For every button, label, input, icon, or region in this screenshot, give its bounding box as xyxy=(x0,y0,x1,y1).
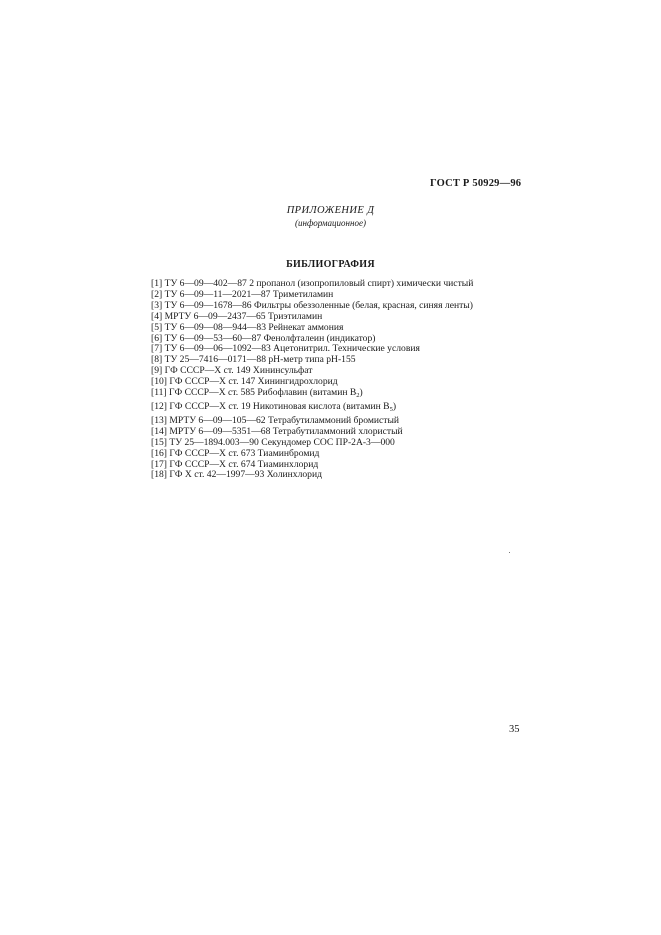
reference-number: [14] xyxy=(151,425,167,437)
reference-number: [5] xyxy=(151,321,163,333)
reference-number: [15] xyxy=(151,436,167,448)
reference-number: [12] xyxy=(151,400,167,412)
reference-text xyxy=(169,387,363,398)
subscript: 2 xyxy=(356,392,360,400)
reference-number: [13] xyxy=(151,414,167,426)
reference-text xyxy=(169,415,399,426)
reference-text xyxy=(165,343,420,354)
reference-number: [10] xyxy=(151,376,167,388)
bibliography-item xyxy=(151,402,473,416)
reference-text xyxy=(165,300,473,311)
reference-number: [16] xyxy=(151,447,167,459)
reference-text xyxy=(165,365,313,376)
reference-tail: ) xyxy=(392,400,397,412)
reference-number: [3] xyxy=(151,299,163,311)
reference-text xyxy=(169,426,402,437)
reference-number: [8] xyxy=(151,354,163,366)
appendix-subtitle: (информационное) xyxy=(295,218,366,228)
reference-number: [4] xyxy=(151,310,163,322)
reference-title: ГФ СССР—Х ст. 674 Тиаминхлорид xyxy=(169,458,319,470)
subscript: 5 xyxy=(389,405,393,413)
document-code: ГОСТ Р 50929—96 xyxy=(430,178,522,189)
reference-text xyxy=(165,311,323,322)
reference-title: ТУ 6—09—402—87 2 пропанол (изопропиловый спирт) химически чистый xyxy=(164,278,474,289)
reference-text xyxy=(169,437,394,448)
reference-text xyxy=(165,278,474,289)
reference-title: ГФ СССР—Х ст. 673 Тиаминбромид xyxy=(169,447,320,459)
reference-text xyxy=(169,459,318,470)
reference-text xyxy=(169,401,396,412)
reference-number: [6] xyxy=(151,332,163,344)
reference-text xyxy=(165,333,376,344)
reference-title: ТУ 25—1894.003—90 Секундомер СОС ПР-2А-3—000 xyxy=(169,436,395,448)
reference-title: ГФ СССР—Х ст. 585 Рибофлавин (витамин B xyxy=(169,387,357,399)
reference-title: ГФ X ст. 42—1997—93 Холинхлорид xyxy=(169,469,322,481)
bibliography-item xyxy=(151,388,473,402)
bibliography-list xyxy=(151,279,473,481)
reference-text xyxy=(169,448,319,459)
reference-number: [18] xyxy=(151,469,167,481)
reference-text xyxy=(169,469,322,480)
reference-title: ТУ 6—09—53—60—87 Фенолфталеин (индикатор) xyxy=(164,332,376,344)
reference-title: МРТУ 6—09—105—62 Тетрабутиламмоний бромистый xyxy=(169,414,400,426)
bibliography-heading: БИБЛИОГРАФИЯ xyxy=(286,259,375,270)
reference-title: ГФ СССР—Х ст. 149 Хининсульфат xyxy=(164,365,313,377)
reference-number: [7] xyxy=(151,343,163,355)
reference-title: ТУ 6—09—1678—86 Фильтры обеззоленные (белая, красная, синяя ленты) xyxy=(164,299,473,311)
reference-number: [17] xyxy=(151,458,167,470)
scan-speck xyxy=(509,552,510,553)
reference-number: [11] xyxy=(151,387,167,399)
appendix-title: ПРИЛОЖЕНИЕ Д xyxy=(286,205,375,216)
reference-number: [9] xyxy=(151,365,163,377)
reference-title: ТУ 6—09—06—1092—83 Ацетонитрил. Технические условия xyxy=(164,343,420,355)
bibliography-item xyxy=(151,470,473,481)
reference-tail: ) xyxy=(359,387,363,399)
reference-text xyxy=(165,289,334,300)
reference-number: [2] xyxy=(151,288,163,300)
reference-number: [1] xyxy=(151,278,163,289)
reference-title: МРТУ 6—09—2437—65 Триэтиламин xyxy=(164,310,323,322)
reference-title: ГФ СССР—Х ст. 147 Хинингидрохлорид xyxy=(169,376,338,388)
reference-title: ГФ СССР—Х ст. 19 Никотиновая кислота (витамин B xyxy=(169,400,390,412)
reference-text xyxy=(165,354,356,365)
reference-text xyxy=(165,322,344,333)
page-number: 35 xyxy=(509,724,520,735)
reference-title: МРТУ 6—09—5351—68 Тетрабутиламмоний хлористый xyxy=(169,425,403,437)
reference-text xyxy=(169,376,337,387)
reference-title: ТУ 6—09—11—2021—87 Триметиламин xyxy=(164,288,334,300)
reference-title: ТУ 25—7416—0171—88 pH-метр типа pH-155 xyxy=(164,354,356,366)
reference-title: ТУ 6—09—08—944—83 Рейнекат аммония xyxy=(164,321,344,333)
